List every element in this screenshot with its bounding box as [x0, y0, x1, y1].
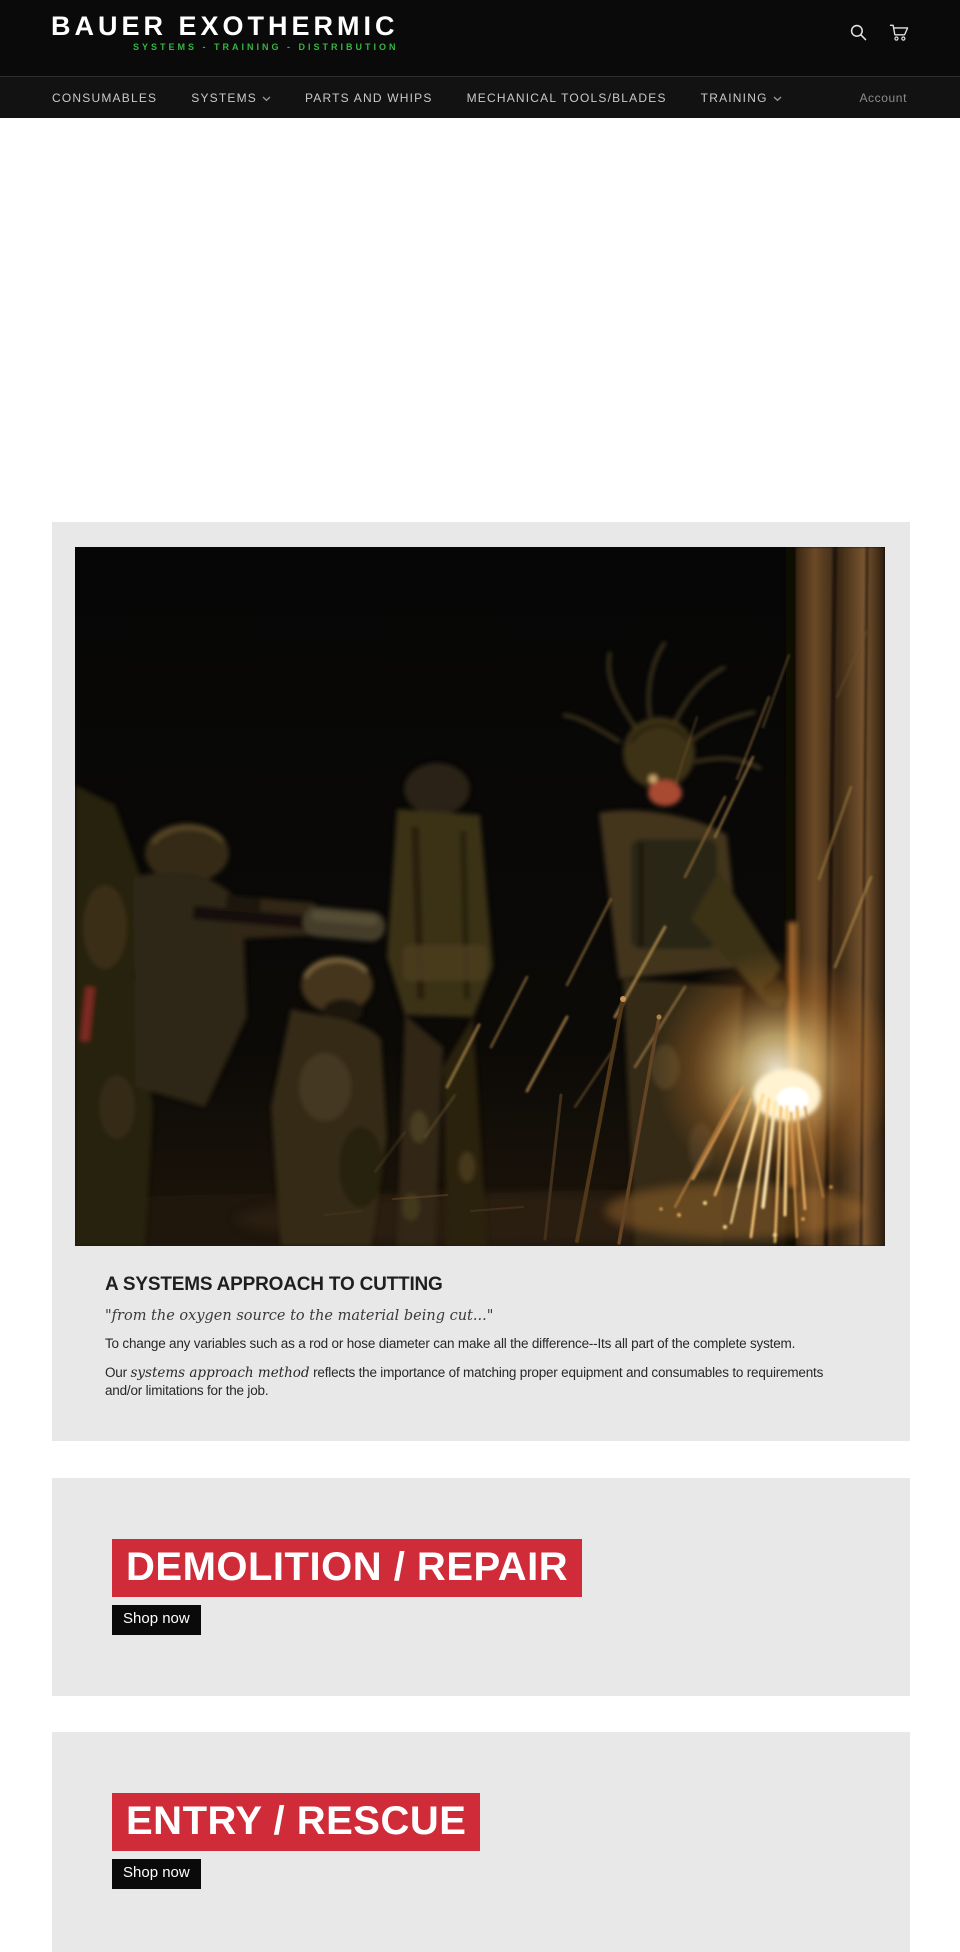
logo-title: BAUER EXOTHERMIC — [51, 11, 399, 41]
hero-paragraph-2-suffix: reflects the importance of matching proper equipment and consumables to requirements and/or limitations for the job. — [105, 1365, 824, 1399]
cart-icon — [888, 30, 910, 45]
hero-quote: "from the oxygen source to the material being cut..." — [105, 1308, 494, 1324]
nav-item-label: MECHANICAL TOOLS/BLADES — [466, 90, 667, 105]
hero-text-block — [105, 1274, 861, 1412]
shop-now-button-entry[interactable]: Shop now — [112, 1859, 201, 1889]
nav-item-mechanical-tools-blades[interactable] — [467, 91, 667, 105]
nav-item-label: PARTS AND WHIPS — [304, 90, 433, 105]
nav-item-label: CONSUMABLES — [52, 90, 158, 105]
account-link[interactable]: Account — [859, 90, 907, 105]
search-button[interactable] — [847, 21, 870, 44]
demolition-repair-section — [52, 1478, 910, 1696]
hero-paragraph-1: To change any variables such as a rod or hose diameter can make all the difference--Its all part of the complete system. — [105, 1336, 796, 1351]
header-icons — [847, 21, 912, 44]
nav-item-label: TRAINING — [700, 90, 768, 105]
nav-item-training[interactable] — [701, 91, 782, 105]
site-header — [0, 0, 960, 76]
main-nav — [0, 76, 960, 118]
logo[interactable] — [51, 11, 399, 52]
entry-rescue-banner: ENTRY / RESCUE — [112, 1793, 480, 1851]
logo-subtitle: SYSTEMS - TRAINING - DISTRIBUTION — [133, 42, 399, 52]
chevron-down-icon — [773, 91, 782, 105]
collection-inner — [52, 1478, 910, 1635]
chevron-down-icon — [262, 91, 271, 105]
nav-item-parts-and-whips[interactable] — [305, 91, 433, 105]
nav-items — [0, 91, 782, 105]
search-icon — [849, 30, 868, 45]
collection-inner — [52, 1732, 910, 1889]
nav-item-label: SYSTEMS — [191, 90, 257, 105]
nav-item-systems[interactable] — [191, 91, 271, 105]
shop-now-button-demolition[interactable]: Shop now — [112, 1605, 201, 1635]
hero-paragraph-2-prefix: Our — [105, 1365, 131, 1381]
hero-image — [75, 547, 885, 1246]
hero-section — [52, 522, 910, 1441]
demolition-repair-banner: DEMOLITION / REPAIR — [112, 1539, 582, 1597]
hero-paragraph-2 — [105, 1364, 861, 1400]
cart-button[interactable] — [886, 21, 912, 44]
entry-rescue-section — [52, 1732, 910, 1952]
hero-heading: A SYSTEMS APPROACH TO CUTTING — [105, 1274, 443, 1295]
nav-item-consumables[interactable] — [52, 91, 157, 105]
hero-paragraph-2-italic: systems approach method — [130, 1365, 310, 1382]
